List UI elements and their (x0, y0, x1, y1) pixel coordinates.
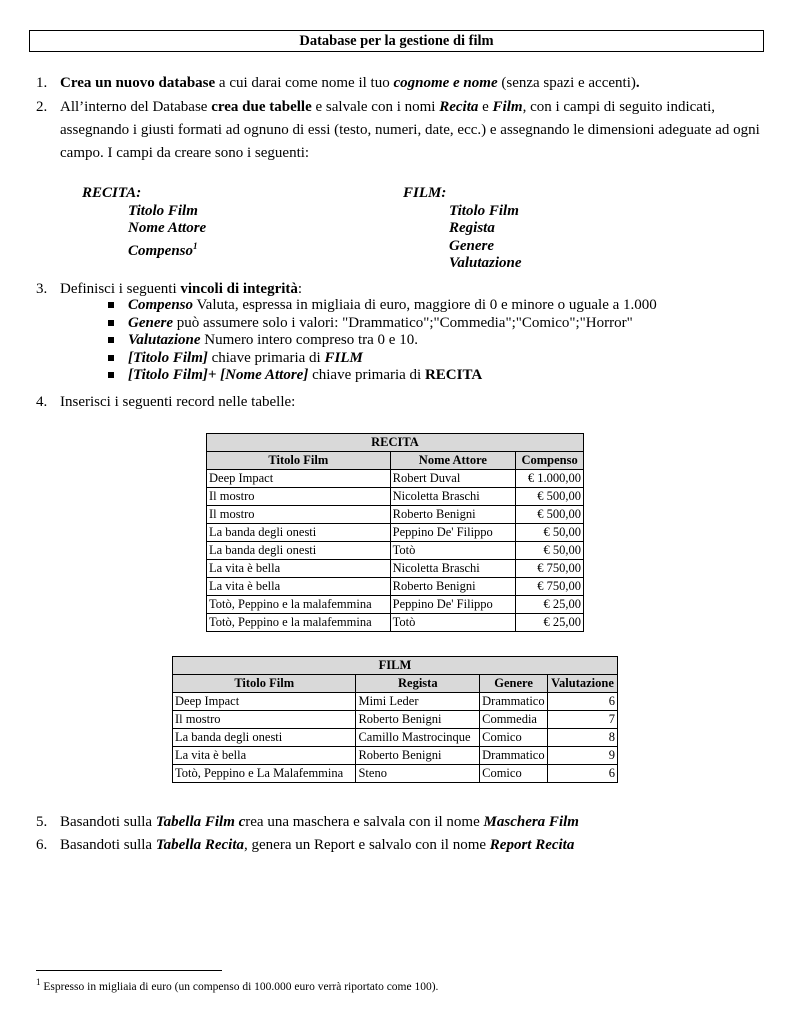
list-item: Genere può assumere solo i valori: "Drammatico";"Commedia";"Comico";"Horror" (106, 315, 657, 333)
table-cell: 9 (548, 747, 618, 765)
recita-fields: RECITA: Titolo Film Nome Attore Compenso$^1$ (82, 185, 207, 259)
column-header: Compenso (516, 452, 584, 470)
item-number: 5. (36, 814, 48, 830)
table-cell: Il mostro (207, 488, 391, 506)
table-cell: La vita è bella (207, 578, 391, 596)
column-header: Nome Attore (390, 452, 516, 470)
table-cell: Nicoletta Braschi (390, 560, 516, 578)
table-cell: Drammatico (480, 747, 548, 765)
table-cell: Nicoletta Braschi (390, 488, 516, 506)
table-cell: La vita è bella (173, 747, 356, 765)
table-cell: Commedia (480, 711, 548, 729)
table-cell: Robert Duval (390, 470, 516, 488)
table-cell: La vita è bella (207, 560, 391, 578)
page-title: Database per la gestione di film (29, 30, 764, 52)
column-header: Genere (480, 675, 548, 693)
table-cell: Il mostro (173, 711, 356, 729)
item-number: 2. (36, 99, 48, 115)
list-item: Valutazione Numero intero compreso tra 0 e 10. (106, 332, 657, 350)
footnote-divider (36, 970, 222, 971)
table-cell: Totò, Peppino e la malafemmina (207, 614, 391, 632)
table-row (173, 711, 618, 729)
table-cell: Camillo Mastrocinque (356, 729, 480, 747)
item-number: 1. (36, 75, 48, 91)
table-cell: Drammatico (480, 693, 548, 711)
table-cell: € 50,00 (516, 542, 584, 560)
film-heading: FILM: (403, 185, 447, 201)
table-row (207, 470, 584, 488)
table-cell: La banda degli onesti (207, 542, 391, 560)
table-cell: Mimi Leder (356, 693, 480, 711)
table-cell: Steno (356, 765, 480, 783)
film-table (172, 656, 618, 783)
list-item: Compenso Valuta, espressa in migliaia di euro, maggiore di 0 e minore o uguale a 1.000 (106, 297, 657, 315)
table-cell: Deep Impact (173, 693, 356, 711)
item-number: 3. (36, 281, 48, 297)
table-cell: Comico (480, 729, 548, 747)
table-title: FILM (173, 657, 618, 675)
list-item: [Titolo Film]+ [Nome Attore] chiave primaria di RECITA (106, 367, 657, 385)
table-row (173, 729, 618, 747)
table-cell: Roberto Benigni (390, 578, 516, 596)
table-row (207, 524, 584, 542)
constraints-list (106, 297, 657, 385)
table-cell: € 500,00 (516, 506, 584, 524)
table-cell: Comico (480, 765, 548, 783)
table-row (173, 693, 618, 711)
table-cell: Il mostro (207, 506, 391, 524)
table-cell: Peppino De' Filippo (390, 596, 516, 614)
table-cell: € 750,00 (516, 560, 584, 578)
list-item: [Titolo Film] chiave primaria di FILM (106, 350, 657, 368)
table-cell: Roberto Benigni (390, 506, 516, 524)
table-cell: € 500,00 (516, 488, 584, 506)
table-cell: 6 (548, 693, 618, 711)
column-header: Titolo Film (173, 675, 356, 693)
table-cell: € 1.000,00 (516, 470, 584, 488)
recita-table (206, 433, 584, 632)
film-fields: FILM: Titolo Film Regista Genere Valutazione (403, 185, 522, 271)
table-row (207, 542, 584, 560)
table-row (207, 506, 584, 524)
column-header: Regista (356, 675, 480, 693)
column-header: Valutazione (548, 675, 618, 693)
table-cell: 7 (548, 711, 618, 729)
table-row (207, 560, 584, 578)
table-row (207, 578, 584, 596)
table-cell: Totò (390, 542, 516, 560)
table-cell: Deep Impact (207, 470, 391, 488)
table-row (207, 488, 584, 506)
table-row (173, 747, 618, 765)
table-row (207, 596, 584, 614)
table-cell: Totò (390, 614, 516, 632)
table-cell: Roberto Benigni (356, 711, 480, 729)
table-row (207, 614, 584, 632)
table-title: RECITA (207, 434, 584, 452)
table-cell: La banda degli onesti (173, 729, 356, 747)
item-number: 4. (36, 394, 48, 410)
table-cell: La banda degli onesti (207, 524, 391, 542)
table-cell: Roberto Benigni (356, 747, 480, 765)
table-cell: Peppino De' Filippo (390, 524, 516, 542)
table-cell: Totò, Peppino e La Malafemmina (173, 765, 356, 783)
column-header: Titolo Film (207, 452, 391, 470)
table-cell: 6 (548, 765, 618, 783)
table-cell: Totò, Peppino e la malafemmina (207, 596, 391, 614)
table-cell: € 750,00 (516, 578, 584, 596)
table-row (173, 765, 618, 783)
table-cell: € 50,00 (516, 524, 584, 542)
footnote-ref: 1 (193, 240, 198, 251)
table-cell: 8 (548, 729, 618, 747)
table-cell: € 25,00 (516, 596, 584, 614)
table-cell: € 25,00 (516, 614, 584, 632)
footnote: $^1$ Espresso in migliaia di euro (un compenso di 100.000 euro verrà riportato come 100). (36, 977, 439, 993)
recita-heading: RECITA: (82, 185, 142, 201)
item-number: 6. (36, 837, 48, 853)
